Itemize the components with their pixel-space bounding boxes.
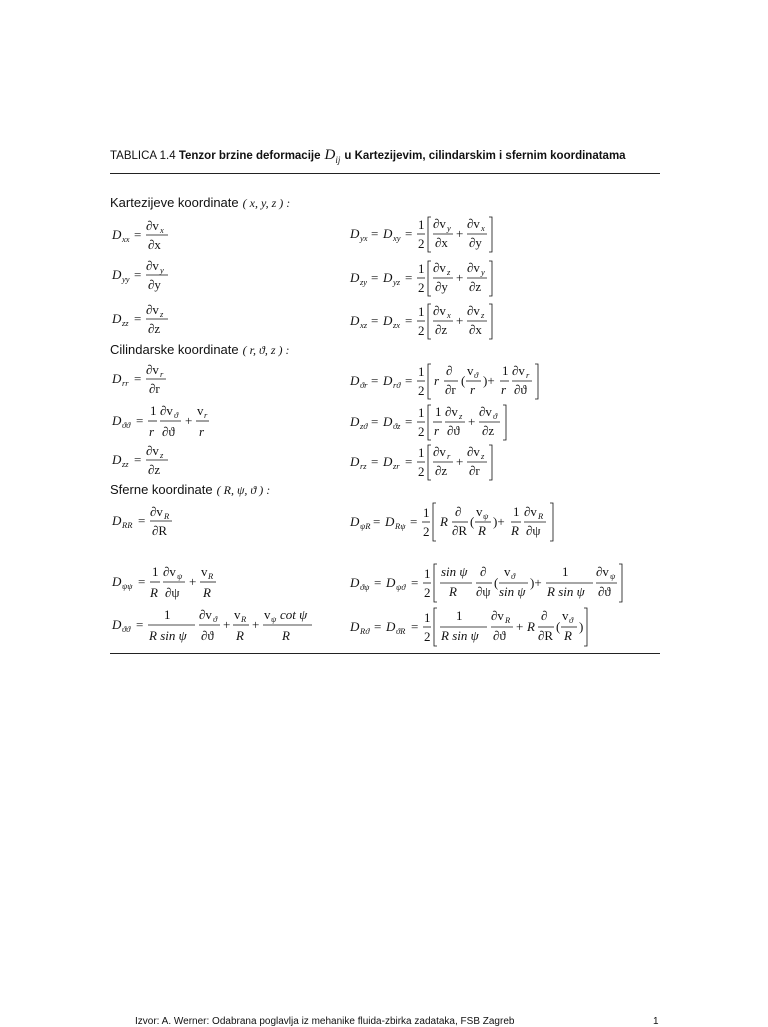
svg-text:Rψ: Rψ (395, 521, 406, 531)
svg-text:r: r (160, 369, 164, 379)
svg-text:z: z (160, 309, 164, 319)
svg-text:r: r (501, 382, 507, 397)
tensor-symbol: $D_{ij}$ (324, 147, 341, 165)
equation-D-zz-cyl (112, 443, 232, 479)
svg-text:yy: yy (122, 274, 130, 284)
svg-text:+: + (456, 270, 464, 285)
svg-text:=: = (411, 619, 419, 634)
equation-D-zy (350, 256, 510, 300)
svg-text:v: v (504, 564, 511, 579)
equation-D-zz (112, 302, 232, 338)
svg-text:∂v: ∂v (433, 260, 446, 275)
top-rule (110, 173, 660, 174)
svg-text:ϑϑ: ϑϑ (122, 624, 131, 634)
svg-text:∂z: ∂z (435, 322, 448, 337)
svg-text:1: 1 (418, 364, 425, 379)
equation-D-Rth (350, 604, 590, 650)
svg-text:=: = (405, 454, 413, 469)
svg-text:∂z: ∂z (148, 462, 161, 477)
section-spherical-heading: Sferne koordinate ( R, ψ, ϑ ) : (110, 482, 271, 497)
svg-text:xz: xz (360, 320, 368, 330)
svg-text:D: D (386, 619, 396, 634)
svg-text:∂x: ∂x (148, 237, 161, 252)
svg-text:D: D (112, 227, 122, 242)
svg-text:∂v: ∂v (491, 608, 504, 623)
svg-text:+: + (468, 414, 476, 429)
svg-text:)+: )+ (483, 373, 495, 388)
svg-text:D: D (350, 575, 360, 590)
svg-text:D: D (350, 619, 360, 634)
svg-text:zr: zr (393, 461, 400, 471)
svg-text:v: v (201, 564, 208, 579)
svg-text:y: y (447, 223, 451, 233)
equation-D-yy (112, 258, 232, 294)
svg-text:ψ: ψ (610, 571, 616, 581)
svg-text:∂v: ∂v (467, 216, 480, 231)
source-footer: Izvor: A. Werner: Odabrana poglavlja iz mehanike fluida-zbirka zadataka, FSB Zagreb (135, 1016, 515, 1027)
svg-text:=: = (134, 311, 142, 326)
svg-text:D: D (383, 226, 393, 241)
svg-text:r: r (447, 451, 451, 461)
svg-text:zz: zz (122, 318, 129, 328)
svg-text:zϑ: zϑ (360, 421, 368, 431)
svg-text:y: y (481, 267, 485, 277)
svg-text:∂ϑ: ∂ϑ (447, 423, 460, 438)
svg-text:+: + (223, 617, 231, 632)
svg-text:yx: yx (360, 233, 368, 243)
svg-text:ϑ: ϑ (511, 571, 516, 581)
svg-text:1: 1 (424, 610, 431, 625)
svg-text:r: r (470, 382, 476, 397)
equation-D-thth-sph (112, 607, 312, 647)
svg-text:=: = (136, 413, 144, 428)
equation-D-psiR (350, 499, 570, 545)
svg-text:rr: rr (122, 378, 129, 388)
svg-text:=: = (374, 575, 382, 590)
svg-text:∂ψ: ∂ψ (476, 584, 491, 599)
svg-text:=: = (411, 575, 419, 590)
svg-text:∂v: ∂v (146, 302, 159, 317)
svg-text:R: R (440, 514, 448, 529)
svg-text:+: + (252, 617, 260, 632)
svg-text:R: R (449, 584, 457, 599)
svg-text:v: v (562, 608, 569, 623)
svg-text:∂v: ∂v (467, 303, 480, 318)
svg-text:zz: zz (122, 459, 129, 469)
svg-text:D: D (112, 371, 122, 386)
svg-text:z: z (447, 267, 451, 277)
svg-text:R: R (241, 614, 247, 624)
svg-text:D: D (350, 454, 360, 469)
equation-D-thpsi (350, 560, 620, 606)
svg-text:D: D (383, 373, 393, 388)
svg-text:=: = (371, 414, 379, 429)
svg-text:1: 1 (418, 405, 425, 420)
svg-text:cot ψ: cot ψ (280, 607, 308, 622)
svg-text:v: v (234, 607, 241, 622)
svg-text:R: R (478, 523, 486, 538)
svg-text:x: x (160, 225, 164, 235)
svg-text:∂: ∂ (480, 564, 487, 579)
svg-text:r: r (526, 370, 530, 380)
svg-text:v: v (197, 403, 204, 418)
svg-text:+: + (456, 226, 464, 241)
svg-text:R: R (527, 619, 535, 634)
svg-text:ϑϑ: ϑϑ (122, 420, 131, 430)
svg-text:=: = (405, 414, 413, 429)
svg-text:∂y: ∂y (435, 279, 448, 294)
svg-text:1: 1 (456, 608, 463, 623)
svg-text:r: r (204, 410, 208, 420)
svg-text:1: 1 (418, 217, 425, 232)
svg-text:R: R (208, 571, 214, 581)
svg-text:∂y: ∂y (469, 235, 482, 250)
svg-text:R sin ψ: R sin ψ (547, 584, 585, 599)
svg-text:D: D (383, 313, 393, 328)
svg-text:z: z (481, 310, 485, 320)
svg-text:1: 1 (150, 403, 157, 418)
svg-text:∂v: ∂v (467, 260, 480, 275)
equation-D-zth (350, 400, 520, 444)
svg-text:(: ( (461, 373, 466, 388)
section-cylindrical-heading: Cilindarske koordinate ( r, ϑ, z ) : (110, 342, 290, 357)
svg-text:v: v (476, 504, 483, 519)
equation-D-yx (350, 212, 510, 256)
svg-text:x: x (481, 223, 485, 233)
svg-text:2: 2 (418, 323, 425, 338)
svg-text:D: D (350, 226, 360, 241)
svg-text:rϑ: rϑ (393, 380, 401, 390)
svg-text:∂: ∂ (446, 363, 453, 378)
svg-text:1: 1 (513, 504, 520, 519)
svg-text:sin ψ: sin ψ (441, 564, 468, 579)
svg-text:R: R (150, 585, 158, 600)
svg-text:1: 1 (164, 607, 171, 622)
title-part-2: u Kartezijevim, cilindarskim i sfernim koordinatama (344, 150, 626, 162)
svg-text:=: = (134, 371, 142, 386)
svg-text:D: D (383, 414, 393, 429)
svg-text:∂v: ∂v (433, 216, 446, 231)
svg-text:∂z: ∂z (148, 321, 161, 336)
svg-text:∂ϑ: ∂ϑ (514, 382, 527, 397)
svg-text:∂ϑ: ∂ϑ (598, 584, 611, 599)
svg-text:∂v: ∂v (163, 564, 176, 579)
svg-text:∂ϑ: ∂ϑ (162, 424, 175, 439)
svg-text:∂v: ∂v (146, 258, 159, 273)
svg-text:(: ( (470, 514, 475, 529)
svg-text:∂z: ∂z (482, 423, 495, 438)
svg-text:=: = (405, 226, 413, 241)
svg-text:y: y (160, 265, 164, 275)
svg-text:∂v: ∂v (524, 504, 537, 519)
svg-text:=: = (371, 270, 379, 285)
svg-text:∂z: ∂z (435, 463, 448, 478)
svg-text:RR: RR (122, 520, 133, 530)
svg-text:R: R (564, 628, 572, 643)
svg-text:D: D (112, 617, 122, 632)
svg-text:=: = (134, 452, 142, 467)
svg-text:xx: xx (122, 234, 130, 244)
svg-text:ϑ: ϑ (493, 411, 498, 421)
svg-text:=: = (371, 226, 379, 241)
svg-text:1: 1 (424, 566, 431, 581)
title-part-1: Tenzor brzine deformacije (178, 150, 321, 162)
svg-text:∂v: ∂v (433, 303, 446, 318)
svg-text:ϑ: ϑ (474, 370, 479, 380)
svg-text:=: = (373, 514, 381, 529)
svg-text:v: v (467, 363, 474, 378)
svg-text:1: 1 (418, 261, 425, 276)
svg-text:∂v: ∂v (146, 218, 159, 233)
svg-text:∂r: ∂r (469, 463, 480, 478)
svg-text:2: 2 (424, 629, 431, 644)
svg-text:ψ: ψ (483, 511, 489, 521)
svg-text:=: = (136, 617, 144, 632)
svg-text:R: R (511, 523, 519, 538)
svg-text:+: + (516, 619, 524, 634)
svg-text:D: D (350, 270, 360, 285)
svg-text:R sin ψ: R sin ψ (441, 628, 479, 643)
svg-text:=: = (371, 313, 379, 328)
svg-text:1: 1 (423, 505, 430, 520)
svg-text:∂ϑ: ∂ϑ (201, 628, 214, 643)
svg-text:=: = (138, 513, 146, 528)
svg-text:∂v: ∂v (160, 403, 173, 418)
svg-text:∂v: ∂v (146, 362, 159, 377)
svg-text:ψ: ψ (271, 614, 277, 624)
svg-text:ϑ: ϑ (213, 614, 218, 624)
svg-text:∂R: ∂R (538, 628, 554, 643)
svg-text:1: 1 (562, 564, 569, 579)
svg-text:2: 2 (418, 464, 425, 479)
svg-text:∂v: ∂v (445, 404, 458, 419)
svg-text:D: D (350, 514, 360, 529)
svg-text:R: R (538, 511, 544, 521)
svg-text:∂ψ: ∂ψ (165, 585, 180, 600)
svg-text:xy: xy (393, 233, 401, 243)
svg-text:∂v: ∂v (467, 444, 480, 459)
svg-text:∂ϑ: ∂ϑ (493, 628, 506, 643)
svg-text:2: 2 (418, 236, 425, 251)
svg-text:∂x: ∂x (435, 235, 448, 250)
equation-D-xx (112, 218, 232, 254)
svg-text:∂y: ∂y (148, 277, 161, 292)
svg-text:D: D (350, 414, 360, 429)
svg-text:2: 2 (423, 524, 430, 539)
svg-text:ϑψ: ϑψ (360, 582, 370, 592)
table-label: TABLICA 1.4 (110, 150, 176, 162)
svg-text:ψϑ: ψϑ (396, 582, 406, 592)
svg-text:D: D (112, 413, 122, 428)
equation-D-RR (112, 503, 232, 541)
svg-text:): ) (579, 619, 584, 634)
svg-text:R sin ψ: R sin ψ (149, 628, 187, 643)
svg-text:=: = (405, 270, 413, 285)
svg-text:ψR: ψR (360, 521, 371, 531)
svg-text:rz: rz (360, 461, 367, 471)
svg-text:∂z: ∂z (469, 279, 482, 294)
svg-text:D: D (350, 313, 360, 328)
svg-text:=: = (374, 619, 382, 634)
svg-text:D: D (112, 513, 122, 528)
svg-text:(: ( (494, 575, 499, 590)
svg-text:∂x: ∂x (469, 322, 482, 337)
svg-text:ϑr: ϑr (360, 380, 368, 390)
svg-text:R: R (164, 511, 170, 521)
svg-text:zy: zy (360, 277, 368, 287)
svg-text:z: z (459, 411, 463, 421)
svg-text:+: + (456, 454, 464, 469)
svg-text:∂v: ∂v (146, 443, 159, 458)
svg-text:R: R (505, 615, 511, 625)
svg-text:D: D (350, 373, 360, 388)
svg-text:)+: )+ (530, 575, 542, 590)
bottom-rule (110, 653, 660, 654)
svg-text:)+: )+ (493, 514, 505, 529)
svg-text:∂ψ: ∂ψ (526, 523, 541, 538)
svg-text:=: = (405, 373, 413, 388)
svg-text:ϑ: ϑ (174, 410, 179, 420)
svg-text:r: r (199, 424, 205, 439)
svg-text:D: D (383, 270, 393, 285)
svg-text:∂r: ∂r (149, 381, 160, 396)
svg-text:+: + (185, 413, 193, 428)
svg-text:2: 2 (418, 383, 425, 398)
svg-text:z: z (160, 450, 164, 460)
svg-text:ϑz: ϑz (393, 421, 401, 431)
svg-text:R: R (282, 628, 290, 643)
svg-text:r: r (149, 424, 155, 439)
svg-text:v: v (264, 607, 271, 622)
equation-D-thth-cyl (112, 403, 252, 443)
svg-text:2: 2 (424, 585, 431, 600)
svg-text:∂v: ∂v (150, 504, 163, 519)
equation-D-rr (112, 362, 232, 398)
svg-text:1: 1 (152, 564, 159, 579)
svg-text:D: D (385, 514, 395, 529)
svg-text:ϑR: ϑR (396, 626, 406, 636)
svg-text:=: = (134, 227, 142, 242)
page-number: 1 (653, 1016, 659, 1027)
svg-text:D: D (112, 452, 122, 467)
equation-D-xz (350, 299, 510, 343)
svg-text:1: 1 (435, 404, 442, 419)
svg-text:ψψ: ψψ (122, 581, 133, 591)
section-cartesian-heading: Kartezijeve koordinate ( x, y, z ) : (110, 195, 291, 210)
svg-text:ψ: ψ (177, 571, 183, 581)
svg-text:ϑ: ϑ (569, 615, 574, 625)
svg-text:∂: ∂ (541, 608, 548, 623)
svg-text:zx: zx (393, 320, 401, 330)
svg-text:=: = (371, 454, 379, 469)
svg-text:∂r: ∂r (445, 382, 456, 397)
svg-text:2: 2 (418, 424, 425, 439)
svg-text:r: r (434, 423, 440, 438)
svg-text:yz: yz (393, 277, 401, 287)
equation-D-psipsi (112, 564, 252, 604)
svg-text:+: + (456, 313, 464, 328)
svg-text:D: D (386, 575, 396, 590)
svg-text:∂v: ∂v (199, 607, 212, 622)
svg-text:=: = (410, 514, 418, 529)
svg-text:D: D (112, 574, 122, 589)
svg-text:sin ψ: sin ψ (499, 584, 526, 599)
svg-text:D: D (112, 267, 122, 282)
svg-text:∂v: ∂v (479, 404, 492, 419)
svg-text:Rϑ: Rϑ (360, 626, 370, 636)
svg-text:D: D (383, 454, 393, 469)
svg-text:=: = (405, 313, 413, 328)
svg-text:=: = (134, 267, 142, 282)
svg-text:(: ( (556, 619, 561, 634)
svg-text:∂v: ∂v (433, 444, 446, 459)
svg-text:∂R: ∂R (452, 523, 468, 538)
svg-text:x: x (447, 310, 451, 320)
svg-text:=: = (138, 574, 146, 589)
svg-text:∂v: ∂v (512, 363, 525, 378)
svg-text:+: + (189, 574, 197, 589)
svg-text:∂: ∂ (455, 504, 462, 519)
svg-text:1: 1 (418, 304, 425, 319)
svg-text:=: = (371, 373, 379, 388)
svg-text:∂v: ∂v (596, 564, 609, 579)
svg-text:R: R (203, 585, 211, 600)
equation-D-thr (350, 359, 550, 403)
table-title (110, 147, 626, 165)
svg-text:2: 2 (418, 280, 425, 295)
svg-text:R: R (236, 628, 244, 643)
svg-text:∂R: ∂R (152, 523, 168, 538)
equation-D-rz (350, 440, 510, 484)
svg-text:D: D (112, 311, 122, 326)
svg-text:r: r (434, 373, 440, 388)
svg-text:z: z (481, 451, 485, 461)
svg-text:1: 1 (502, 363, 509, 378)
svg-text:1: 1 (418, 445, 425, 460)
